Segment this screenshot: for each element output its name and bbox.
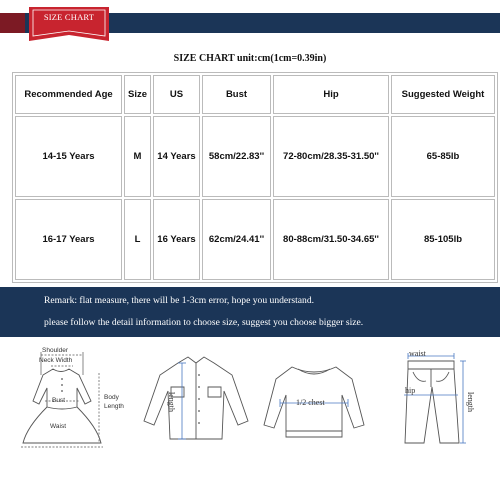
column-header: US bbox=[153, 75, 200, 114]
table-cell: L bbox=[124, 199, 151, 280]
shirt-length-label: length bbox=[167, 392, 176, 412]
column-header: Bust bbox=[202, 75, 271, 114]
table-header-row bbox=[15, 75, 495, 114]
table-row bbox=[15, 116, 495, 197]
remark-line-2: please follow the detail information to choose size, suggest you choose bigger size. bbox=[44, 317, 364, 328]
table-cell: 72-80cm/28.35-31.50'' bbox=[273, 116, 389, 197]
table-cell: 65-85lb bbox=[391, 116, 495, 197]
column-header: Size bbox=[124, 75, 151, 114]
remark-banner bbox=[0, 287, 500, 337]
table-cell: 58cm/22.83'' bbox=[202, 116, 271, 197]
pants-waist-label: waist bbox=[409, 349, 426, 358]
table-cell: 14-15 Years bbox=[15, 116, 122, 197]
ribbon-label: SIZE CHART bbox=[43, 12, 95, 22]
size-table bbox=[12, 72, 498, 283]
table-cell: M bbox=[124, 116, 151, 197]
table-cell: 80-88cm/31.50-34.65'' bbox=[273, 199, 389, 280]
dress-neck-width-label: Neck Width bbox=[39, 357, 73, 364]
column-header: Suggested Weight bbox=[391, 75, 495, 114]
dress-shoulder-label: Shoulder bbox=[42, 347, 69, 354]
page-title: SIZE CHART unit:cm(1cm=0.39in) bbox=[173, 53, 327, 64]
size-table-container bbox=[12, 72, 496, 283]
dress-waist-label: Waist bbox=[50, 423, 67, 430]
table-cell: 85-105lb bbox=[391, 199, 495, 280]
table-cell: 16 Years bbox=[153, 199, 200, 280]
shirt-measure-diagram bbox=[140, 343, 252, 453]
table-cell: 62cm/24.41'' bbox=[202, 199, 271, 280]
dress-bust-label: Bust bbox=[52, 397, 66, 404]
column-header: Recommended Age bbox=[15, 75, 122, 114]
table-row bbox=[15, 199, 495, 280]
sweater-chest-label: 1/2 chest bbox=[296, 398, 325, 407]
top-banner-accent bbox=[0, 13, 25, 33]
table-cell: 14 Years bbox=[153, 116, 200, 197]
table-cell: 16-17 Years bbox=[15, 199, 122, 280]
column-header: Hip bbox=[273, 75, 389, 114]
pants-hip-label: hip bbox=[405, 386, 416, 395]
remark-line-1: Remark: flat measure, there will be 1-3cm error, hope you understand. bbox=[44, 295, 315, 306]
pants-length-label: length bbox=[466, 392, 475, 412]
dress-body-length-label: Body Length bbox=[104, 394, 124, 410]
